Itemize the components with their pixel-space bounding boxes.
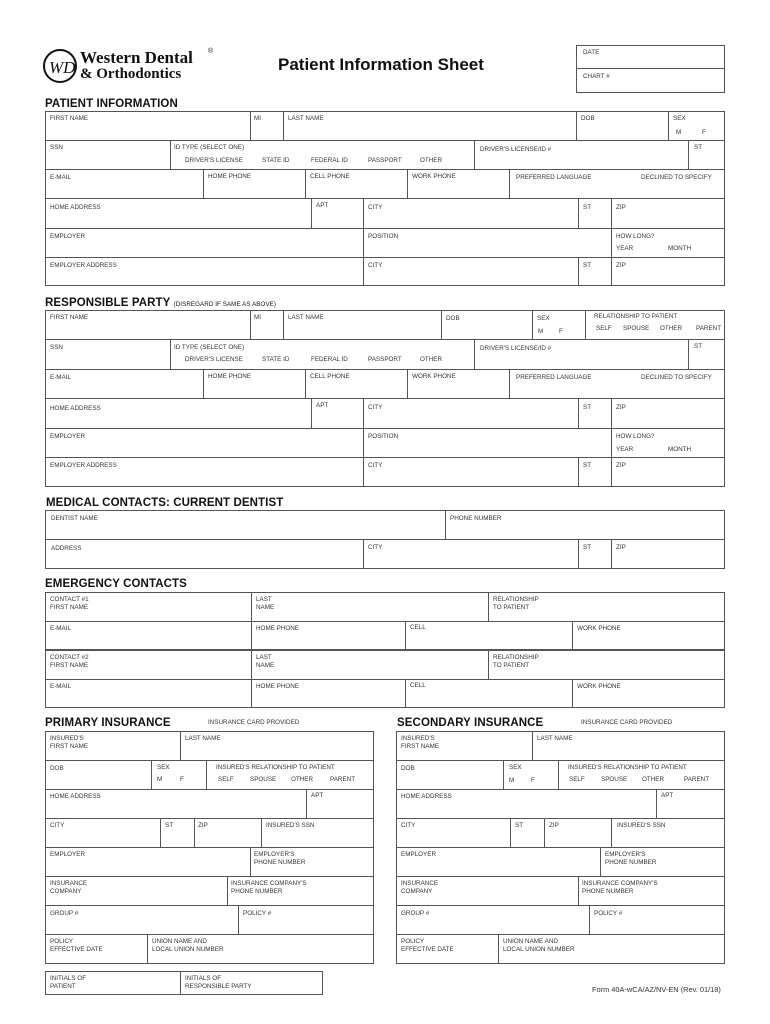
emergency-section-title: EMERGENCY CONTACTS	[45, 578, 187, 590]
primary-relationship-label: INSURED'S RELATIONSHIP TO PATIENT	[216, 764, 335, 771]
resp-ssn-field[interactable]: SSN	[50, 344, 63, 351]
patient-dob-field[interactable]: DOB	[581, 115, 595, 122]
emergency1-last-name-field[interactable]: LAST NAME	[256, 596, 275, 611]
logo-registered: ®	[208, 48, 214, 55]
resp-employer-zip-field[interactable]: ZIP	[616, 462, 626, 469]
resp-id-passport[interactable]: PASSPORT	[368, 356, 402, 363]
patient-employer-field[interactable]: EMPLOYER	[50, 233, 85, 240]
patient-sex-f[interactable]: F	[702, 129, 706, 136]
emergency2-relationship-field[interactable]: RELATIONSHIP TO PATIENT	[493, 654, 539, 669]
resp-address-st-field[interactable]: ST	[583, 404, 592, 411]
date-label: DATE	[583, 49, 600, 56]
patient-id-state-id[interactable]: STATE ID	[262, 157, 290, 164]
emergency1-home-phone-field[interactable]: HOME PHONE	[256, 625, 300, 632]
logo-line2: & Orthodontics	[80, 66, 182, 82]
patient-how-long-label: HOW LONG?	[616, 233, 655, 240]
patient-address-st-field[interactable]: ST	[583, 204, 592, 211]
initials-box	[45, 971, 323, 995]
primary-last-name-field[interactable]: LAST NAME	[185, 735, 221, 742]
secondary-insured-ssn-field[interactable]: INSURED'S SSN	[617, 822, 666, 829]
primary-employer-phone-field[interactable]: EMPLOYER'S PHONE NUMBER	[254, 851, 306, 866]
primary-union-field[interactable]: UNION NAME AND LOCAL UNION NUMBER	[152, 938, 224, 953]
emergency2-cell-field[interactable]: CELL	[410, 682, 426, 689]
primary-apt-field[interactable]: APT	[311, 792, 324, 799]
resp-zip-field[interactable]: ZIP	[616, 404, 626, 411]
emergency1-first-name-field[interactable]: CONTACT #1 FIRST NAME	[50, 596, 89, 611]
primary-sex-label: SEX	[157, 764, 170, 771]
resp-employer-address-field[interactable]: EMPLOYER ADDRESS	[50, 462, 117, 469]
secondary-city-field[interactable]: CITY	[401, 822, 416, 829]
patient-sex-m[interactable]: M	[676, 129, 682, 136]
resp-email-field[interactable]: E-MAIL	[50, 374, 71, 381]
primary-company-phone-field[interactable]: INSURANCE COMPANY'S PHONE NUMBER	[231, 880, 307, 895]
resp-dl-number-field[interactable]: DRIVER'S LICENSE/ID #	[480, 345, 552, 352]
resp-language-field[interactable]: PREFERRED LANGUAGE	[516, 374, 592, 381]
patient-section-title: PATIENT INFORMATION	[45, 98, 178, 110]
secondary-rel-parent[interactable]: PARENT	[684, 776, 710, 783]
resp-year-field[interactable]: YEAR	[616, 446, 634, 453]
resp-dob-field[interactable]: DOB	[446, 315, 460, 322]
secondary-sex-f[interactable]: F	[531, 777, 535, 784]
resp-city-field[interactable]: CITY	[368, 404, 383, 411]
secondary-home-address-field[interactable]: HOME ADDRESS	[401, 793, 452, 800]
resp-rel-spouse[interactable]: SPOUSE	[623, 325, 650, 332]
secondary-sex-label: SEX	[509, 764, 522, 771]
secondary-st-field[interactable]: ST	[515, 822, 524, 829]
initials-responsible-field[interactable]: INITIALS OF RESPONSIBLE PARTY	[185, 975, 252, 990]
emergency1-cell-field[interactable]: CELL	[410, 624, 426, 631]
primary-group-field[interactable]: GROUP #	[50, 910, 79, 917]
resp-id-state-id[interactable]: STATE ID	[262, 356, 290, 363]
resp-declined-option[interactable]: DECLINED TO SPECIFY	[641, 374, 712, 381]
patient-mi-field[interactable]: MI	[254, 115, 261, 122]
date-field[interactable]	[576, 45, 725, 69]
resp-id-type-label: ID TYPE (SELECT ONE)	[174, 344, 245, 351]
resp-home-phone-field[interactable]: HOME PHONE	[208, 373, 252, 380]
patient-dl-number-field[interactable]: DRIVER'S LICENSE/ID #	[480, 146, 552, 153]
patient-id-type-label: ID TYPE (SELECT ONE)	[174, 144, 245, 151]
responsible-section-title	[45, 297, 276, 309]
secondary-dob-field[interactable]: DOB	[401, 765, 415, 772]
patient-language-field[interactable]: PREFERRED LANGUAGE	[516, 174, 592, 181]
resp-how-long-label: HOW LONG?	[616, 433, 655, 440]
primary-rel-other[interactable]: OTHER	[291, 776, 314, 783]
resp-sex-m[interactable]: M	[538, 328, 544, 335]
resp-relationship-label: RELATIONSHIP TO PATIENT	[594, 313, 678, 320]
emergency2-last-name-field[interactable]: LAST NAME	[256, 654, 275, 669]
resp-home-address-field[interactable]: HOME ADDRESS	[50, 405, 101, 412]
resp-position-field[interactable]: POSITION	[368, 433, 399, 440]
secondary-union-field[interactable]: UNION NAME AND LOCAL UNION NUMBER	[503, 938, 575, 953]
resp-last-name-field[interactable]: LAST NAME	[288, 314, 324, 321]
secondary-rel-spouse[interactable]: SPOUSE	[601, 776, 628, 783]
emergency1-work-phone-field[interactable]: WORK PHONE	[577, 625, 621, 632]
responsible-title: RESPONSIBLE PARTY	[45, 297, 171, 309]
emergency1-email-field[interactable]: E-MAIL	[50, 625, 71, 632]
resp-work-phone-field[interactable]: WORK PHONE	[412, 373, 456, 380]
resp-employer-field[interactable]: EMPLOYER	[50, 433, 85, 440]
primary-employer-field[interactable]: EMPLOYER	[50, 851, 85, 858]
logo-line1: Western Dental	[80, 48, 193, 67]
chart-field[interactable]	[576, 68, 725, 93]
chart-label: CHART #	[583, 73, 610, 80]
initials-patient-field[interactable]: INITIALS OF PATIENT	[50, 975, 87, 990]
dentist-zip-field[interactable]: ZIP	[616, 544, 626, 551]
patient-st-field[interactable]: ST	[694, 144, 703, 151]
primary-sex-f[interactable]: F	[180, 776, 184, 783]
secondary-insurance-company-field[interactable]: INSURANCE COMPANY	[401, 880, 439, 895]
secondary-company-phone-field[interactable]: INSURANCE COMPANY'S PHONE NUMBER	[582, 880, 658, 895]
dentist-phone-field[interactable]: PHONE NUMBER	[450, 515, 502, 522]
patient-id-drivers-license[interactable]: DRIVER'S LICENSE	[185, 157, 243, 164]
secondary-policy-field[interactable]: POLICY #	[594, 910, 623, 917]
page-title: Patient Information Sheet	[278, 55, 484, 74]
emergency2-work-phone-field[interactable]: WORK PHONE	[577, 683, 621, 690]
primary-insurance-company-field[interactable]: INSURANCE COMPANY	[50, 880, 88, 895]
primary-rel-parent[interactable]: PARENT	[330, 776, 356, 783]
resp-sex-f[interactable]: F	[559, 328, 563, 335]
patient-month-field[interactable]: MONTH	[668, 245, 692, 252]
secondary-last-name-field[interactable]: LAST NAME	[537, 735, 573, 742]
primary-sex-m[interactable]: M	[157, 776, 163, 783]
resp-month-field[interactable]: MONTH	[668, 446, 692, 453]
resp-id-other[interactable]: OTHER	[420, 356, 443, 363]
patient-sex-label: SEX	[673, 115, 686, 122]
patient-last-name-field[interactable]: LAST NAME	[288, 115, 324, 122]
resp-rel-self[interactable]: SELF	[596, 325, 612, 332]
secondary-group-field[interactable]: GROUP #	[401, 910, 430, 917]
resp-apt-field[interactable]: APT	[316, 402, 329, 409]
medical-section-title: MEDICAL CONTACTS: CURRENT DENTIST	[46, 497, 284, 509]
form-number: Form 40A-wCA/AZ/NV-EN (Rev. 01/18)	[592, 985, 721, 994]
patient-id-other[interactable]: OTHER	[420, 157, 443, 164]
patient-city-field[interactable]: CITY	[368, 204, 383, 211]
primary-dob-field[interactable]: DOB	[50, 765, 64, 772]
resp-id-drivers-license[interactable]: DRIVER'S LICENSE	[185, 356, 243, 363]
patient-first-name-field[interactable]: FIRST NAME	[50, 115, 89, 122]
secondary-rel-self[interactable]: SELF	[569, 776, 585, 783]
resp-employer-city-field[interactable]: CITY	[368, 462, 383, 469]
resp-employer-st-field[interactable]: ST	[583, 462, 592, 469]
patient-id-federal-id[interactable]: FEDERAL ID	[311, 157, 348, 164]
primary-home-address-field[interactable]: HOME ADDRESS	[50, 793, 101, 800]
resp-first-name-field[interactable]: FIRST NAME	[50, 314, 89, 321]
resp-cell-phone-field[interactable]: CELL PHONE	[310, 373, 350, 380]
patient-work-phone-field[interactable]: WORK PHONE	[412, 173, 456, 180]
patient-id-passport[interactable]: PASSPORT	[368, 157, 402, 164]
patient-email-field[interactable]: E-MAIL	[50, 174, 71, 181]
secondary-insured-first-field[interactable]: INSURED'S FIRST NAME	[401, 735, 440, 750]
primary-insured-ssn-field[interactable]: INSURED'S SSN	[266, 822, 315, 829]
primary-st-field[interactable]: ST	[165, 822, 174, 829]
secondary-rel-other[interactable]: OTHER	[642, 776, 665, 783]
patient-declined-option[interactable]: DECLINED TO SPECIFY	[641, 174, 712, 181]
resp-mi-field[interactable]: MI	[254, 314, 261, 321]
primary-policy-date-field[interactable]: POLICY EFFECTIVE DATE	[50, 938, 103, 953]
responsible-subtitle: (DISREGARD IF SAME AS ABOVE)	[173, 301, 277, 308]
patient-apt-field[interactable]: APT	[316, 202, 329, 209]
dentist-st-field[interactable]: ST	[583, 544, 592, 551]
patient-employer-zip-field[interactable]: ZIP	[616, 262, 626, 269]
emergency2-email-field[interactable]: E-MAIL	[50, 683, 71, 690]
primary-insurance-title: PRIMARY INSURANCE	[45, 717, 171, 729]
dentist-city-field[interactable]: CITY	[368, 544, 383, 551]
secondary-sex-m[interactable]: M	[509, 777, 515, 784]
patient-ssn-field[interactable]: SSN	[50, 144, 63, 151]
primary-zip-field[interactable]: ZIP	[198, 822, 208, 829]
emergency1-relationship-field[interactable]: RELATIONSHIP TO PATIENT	[493, 596, 539, 611]
primary-card-provided[interactable]: INSURANCE CARD PROVIDED	[208, 719, 300, 726]
primary-insured-first-field[interactable]: INSURED'S FIRST NAME	[50, 735, 89, 750]
primary-rel-spouse[interactable]: SPOUSE	[250, 776, 277, 783]
resp-id-federal-id[interactable]: FEDERAL ID	[311, 356, 348, 363]
patient-cell-phone-field[interactable]: CELL PHONE	[310, 173, 350, 180]
secondary-insurance-title: SECONDARY INSURANCE	[397, 717, 544, 729]
resp-rel-parent[interactable]: PARENT	[696, 325, 722, 332]
secondary-zip-field[interactable]: ZIP	[549, 822, 559, 829]
dentist-name-field[interactable]: DENTIST NAME	[51, 515, 98, 522]
emergency2-home-phone-field[interactable]: HOME PHONE	[256, 683, 300, 690]
patient-zip-field[interactable]: ZIP	[616, 204, 626, 211]
primary-rel-self[interactable]: SELF	[218, 776, 234, 783]
dentist-address-field[interactable]: ADDRESS	[51, 545, 82, 552]
patient-employer-city-field[interactable]: CITY	[368, 262, 383, 269]
svg-text:WD: WD	[49, 58, 76, 77]
secondary-apt-field[interactable]: APT	[661, 792, 674, 799]
secondary-policy-date-field[interactable]: POLICY EFFECTIVE DATE	[401, 938, 454, 953]
secondary-card-provided[interactable]: INSURANCE CARD PROVIDED	[581, 719, 673, 726]
resp-sex-label: SEX	[537, 315, 550, 322]
primary-city-field[interactable]: CITY	[50, 822, 65, 829]
secondary-relationship-label: INSURED'S RELATIONSHIP TO PATIENT	[568, 764, 687, 771]
patient-employer-st-field[interactable]: ST	[583, 262, 592, 269]
resp-rel-other[interactable]: OTHER	[660, 325, 683, 332]
patient-position-field[interactable]: POSITION	[368, 233, 399, 240]
patient-home-address-field[interactable]: HOME ADDRESS	[50, 204, 101, 211]
primary-policy-field[interactable]: POLICY #	[243, 910, 272, 917]
patient-home-phone-field[interactable]: HOME PHONE	[208, 173, 252, 180]
secondary-employer-phone-field[interactable]: EMPLOYER'S PHONE NUMBER	[605, 851, 657, 866]
resp-st-field[interactable]: ST	[694, 343, 703, 350]
patient-year-field[interactable]: YEAR	[616, 245, 634, 252]
emergency2-first-name-field[interactable]: CONTACT #2 FIRST NAME	[50, 654, 89, 669]
secondary-employer-field[interactable]: EMPLOYER	[401, 851, 436, 858]
patient-employer-address-field[interactable]: EMPLOYER ADDRESS	[50, 262, 117, 269]
logo	[42, 44, 222, 88]
logo-mark-icon	[42, 48, 78, 84]
